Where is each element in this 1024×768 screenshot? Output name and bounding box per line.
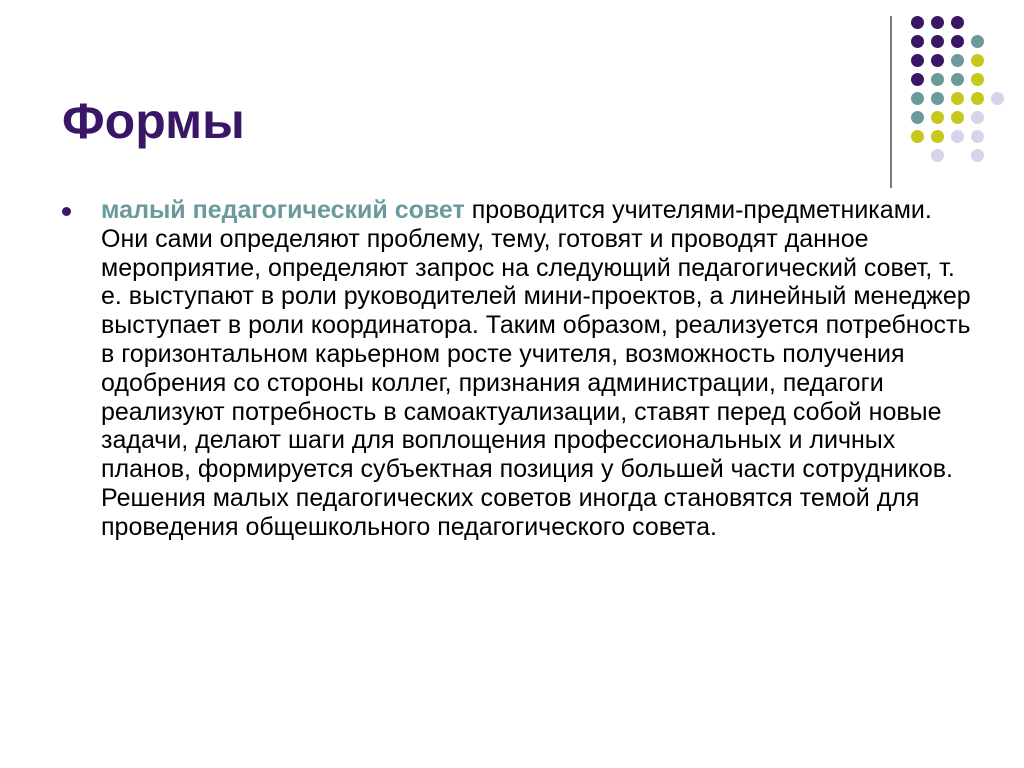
decorative-dot — [931, 35, 944, 48]
decorative-dot — [991, 92, 1004, 105]
decorative-dot — [931, 149, 944, 162]
decorative-dot — [911, 130, 924, 143]
decorative-dot — [911, 111, 924, 124]
decorative-dot — [911, 54, 924, 67]
decorative-dot — [951, 73, 964, 86]
decorative-dot — [971, 92, 984, 105]
decorative-dot — [931, 16, 944, 29]
decorative-dot — [951, 92, 964, 105]
decorative-dot — [951, 130, 964, 143]
bullet-text: проводится учителями-предметниками. Они сами определяют проблему, тему, готовят и проводят данное мероприятие, определяют запрос на следующий педагогический совет, т. е. выступают в роли руководителей мини-проектов, а линейный менеджер выступает в роли координатора. Таким образом, реализуется потребность в горизонтальном карьерном росте учителя, возможность получения одобрения со стороны коллег, признания администрации, педагоги реализуют потребность в самоактуализации, ставят перед собой новые задачи, делают шаги для воплощения профессиональных и личных планов, формируется субъектная позиция у большей части сотрудников. Решения малых педагогических советов иногда становятся темой для проведения общешкольного педагогического совета. — [101, 196, 971, 541]
decorative-dot — [931, 130, 944, 143]
decorative-dot — [951, 54, 964, 67]
decorative-dot — [931, 111, 944, 124]
decorative-dot — [971, 35, 984, 48]
decorative-dot — [911, 92, 924, 105]
decorative-dot — [971, 130, 984, 143]
bullet-dot-icon — [62, 207, 71, 216]
bullet-list — [62, 196, 972, 542]
list-item — [62, 196, 972, 542]
decorative-dot — [971, 149, 984, 162]
highlighted-term: малый педагогический совет — [101, 196, 465, 224]
decorative-dot — [951, 16, 964, 29]
slide-body — [62, 196, 972, 542]
slide-title: Формы — [62, 93, 245, 149]
decorative-dot — [971, 54, 984, 67]
decorative-dot — [971, 73, 984, 86]
decorative-dot — [911, 73, 924, 86]
decorative-dot — [931, 73, 944, 86]
decorative-dot — [911, 16, 924, 29]
decorative-dot — [931, 92, 944, 105]
vertical-divider — [890, 16, 892, 188]
decorative-dot — [911, 35, 924, 48]
decorative-dot — [951, 111, 964, 124]
decorative-dot — [971, 111, 984, 124]
decorative-dot — [931, 54, 944, 67]
decorative-dot — [951, 35, 964, 48]
